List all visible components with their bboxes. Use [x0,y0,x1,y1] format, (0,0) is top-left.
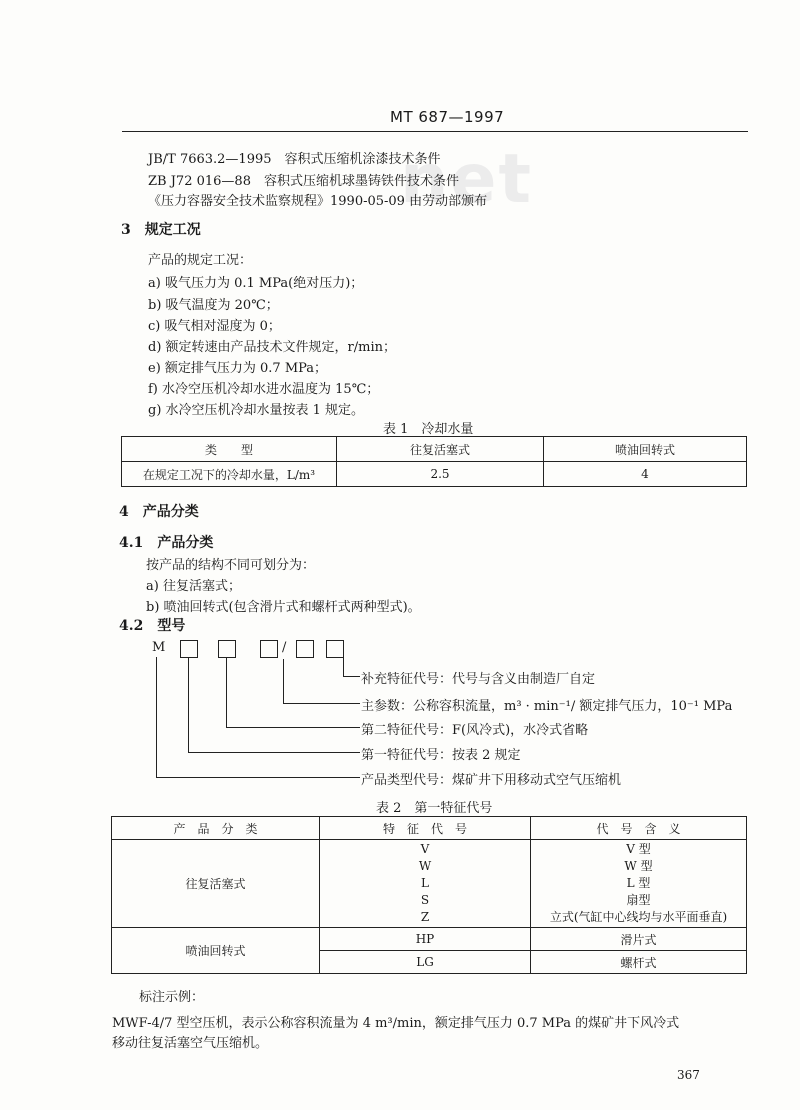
section-3-item-f: f) 水冷空压机冷却水进水温度为 15℃； [148,382,380,397]
code-box-pressure [296,640,314,658]
section-4-1-title: 4.1 产品分类 [119,535,214,551]
meaning-l: L 型 [626,876,651,890]
section-4-1-item-b: b) 喷油回转式(包含滑片式和螺杆式两种型式)。 [146,600,421,615]
code-hp: HP [320,928,531,951]
table-1-header-reciprocating: 往复活塞式 [337,437,544,462]
section-3-title: 3 规定工况 [121,222,201,238]
ref-line-1: JB/T 7663.2—1995 容积式压缩机涂漆技术条件 [148,152,441,167]
table-1 [121,436,747,487]
code-lg: LG [320,951,531,974]
meaning-lg: 螺杆式 [531,951,747,974]
table-1-data-row [122,462,747,487]
header-rule [122,131,748,132]
table-2-header-category: 产 品 分 类 [112,817,320,840]
diagram-label-second-feature: 第二特征代号：F(风冷式)，水冷式省略 [361,723,589,738]
diagram-label-first-feature: 第一特征代号：按表 2 规定 [361,748,521,763]
standard-code-header: MT 687—1997 [390,108,505,126]
table-2-header-code: 特 征 代 号 [320,817,531,840]
code-box-second-feature [218,640,236,658]
example-line-1: MWF-4/7 型空压机，表示公称容积流量为 4 m³/min，额定排气压力 0.7 MPa 的煤矿井下风冷式 [112,1016,680,1031]
table-2-row-reciprocating [112,840,747,928]
code-l: L [421,876,429,890]
table-2-header-meaning: 代 号 含 义 [531,817,747,840]
code-box-first-feature [180,640,198,658]
table-2-codes-reciprocating [320,840,531,928]
table-2-category-reciprocating: 往复活塞式 [112,840,320,928]
watermark: net [400,140,534,219]
section-4-1-intro: 按产品的结构不同可划分为： [146,558,316,573]
ref-line-2: ZB J72 016—88 容积式压缩机球墨铸铁件技术条件 [148,174,459,189]
meaning-v: V 型 [626,842,651,856]
leader-line-product-type [156,657,360,778]
code-z: Z [420,910,430,924]
ref-line-3: 《压力容器安全技术监察规程》1990-05-09 由劳动部颁布 [148,194,488,209]
table-2-meanings-reciprocating [531,840,747,928]
section-3-intro: 产品的规定工况： [148,253,253,268]
section-4-1-item-a: a) 往复活塞式； [146,579,241,594]
code-box-flow [260,640,278,658]
table-2-header-row [112,817,747,840]
section-3-item-c: c) 吸气相对湿度为 0； [148,319,281,334]
diagram-label-supplementary: 补充特征代号：代号与含义由制造厂自定 [361,672,596,687]
table-1-value-rotary: 4 [544,462,747,487]
table-1-header-rotary: 喷油回转式 [544,437,747,462]
section-3-item-e: e) 额定排气压力为 0.7 MPa； [148,361,328,376]
table-2-caption: 表 2 第一特征代号 [376,801,493,816]
section-3-item-b: b) 吸气温度为 20℃； [148,298,279,313]
code-slash: / [282,640,287,655]
section-4-title: 4 产品分类 [119,504,199,520]
example-label: 标注示例： [139,990,205,1005]
code-s: S [420,893,430,907]
example-line-2: 移动往复活塞空气压缩机。 [112,1036,269,1051]
meaning-w: W 型 [624,859,653,873]
diagram-label-product-type: 产品类型代号：煤矿井下用移动式空气压缩机 [361,773,622,788]
model-prefix-m: M [152,640,166,655]
table-1-header-type: 类 型 [122,437,337,462]
code-v: V [420,842,430,856]
section-4-2-title: 4.2 型号 [119,618,186,634]
section-3-item-a: a) 吸气压力为 0.1 MPa(绝对压力)； [148,276,364,291]
table-2-category-rotary: 喷油回转式 [112,928,320,974]
table-2-row-rotary-hp [112,928,747,951]
page-number: 367 [677,1068,700,1082]
table-1-caption: 表 1 冷却水量 [383,422,474,437]
meaning-s: 扇型 [626,893,651,907]
meaning-z: 立式(气缸中心线均与水平面垂直) [549,910,728,924]
code-w: W [418,859,432,873]
section-3-item-d: d) 额定转速由产品技术文件规定，r/min； [148,340,396,355]
code-box-supplementary [326,640,344,658]
diagram-label-main-parameter: 主参数：公称容积流量，m³ · min⁻¹/ 额定排气压力，10⁻¹ MPa [361,699,733,714]
table-1-value-reciprocating: 2.5 [337,462,544,487]
table-2 [111,816,747,974]
table-1-row-label: 在规定工况下的冷却水量，L/m³ [122,462,337,487]
table-1-header-row [122,437,747,462]
meaning-hp: 滑片式 [531,928,747,951]
section-3-item-g: g) 水冷空压机冷却水量按表 1 规定。 [148,403,365,418]
